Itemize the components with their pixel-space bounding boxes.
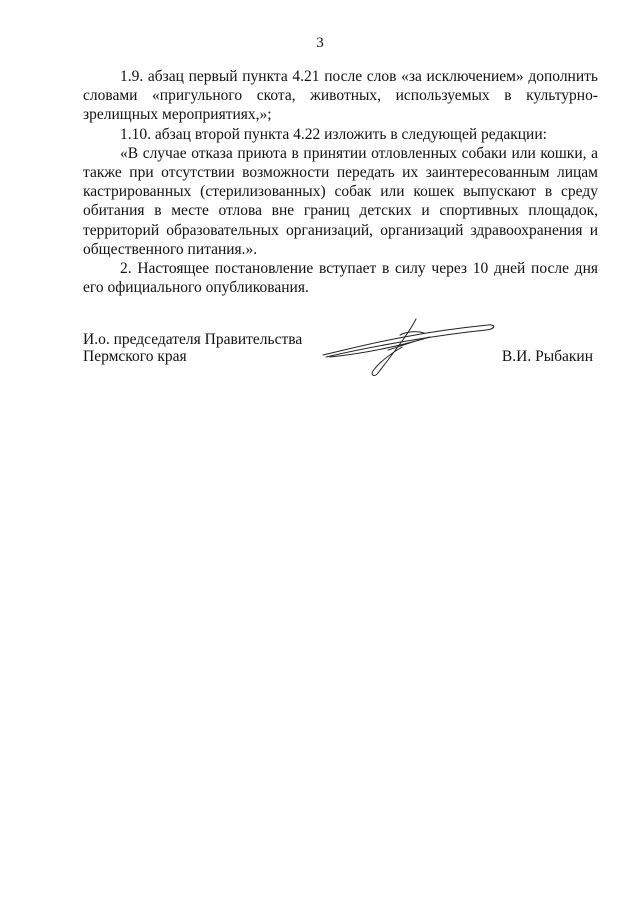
signatory-title <box>83 331 302 365</box>
paragraph-1-10: 1.10. абзац второй пункта 4.22 изложить в следующей редакции: <box>120 125 547 143</box>
paragraph-2: 2. Настоящее постановление вступает в силу через 10 дней после дня его официального опубликования. <box>83 260 598 297</box>
signatory-title-line-1: И.о. председателя Правительства <box>83 331 303 348</box>
signatory-name: В.И. Рыбакин <box>501 348 593 365</box>
page-number: 3 <box>316 35 324 51</box>
paragraph-1-9: 1.9. абзац первый пункта 4.21 после слов «за исключением» дополнить словами «пригульного скота, животных, используемых в культурно-зрелищных мероприятиях,»; <box>83 68 598 124</box>
document-body <box>83 67 598 297</box>
signatory-title-line-2: Пермского края <box>83 348 187 365</box>
handwritten-signature <box>318 317 498 379</box>
paragraph-quote: «В случае отказа приюта в принятии отловленных собаки или кошки, а также при отсутствии возможности передать их заинтересованным лицам кастрированных (стерилизованных) собак или кошек выпускают в среду обитания в месте отлова вне границ детских и спортивных площадок, территорий образовательных организаций, организаций здравоохранения и общественного питания.». <box>83 144 598 258</box>
signature-block <box>83 331 598 391</box>
